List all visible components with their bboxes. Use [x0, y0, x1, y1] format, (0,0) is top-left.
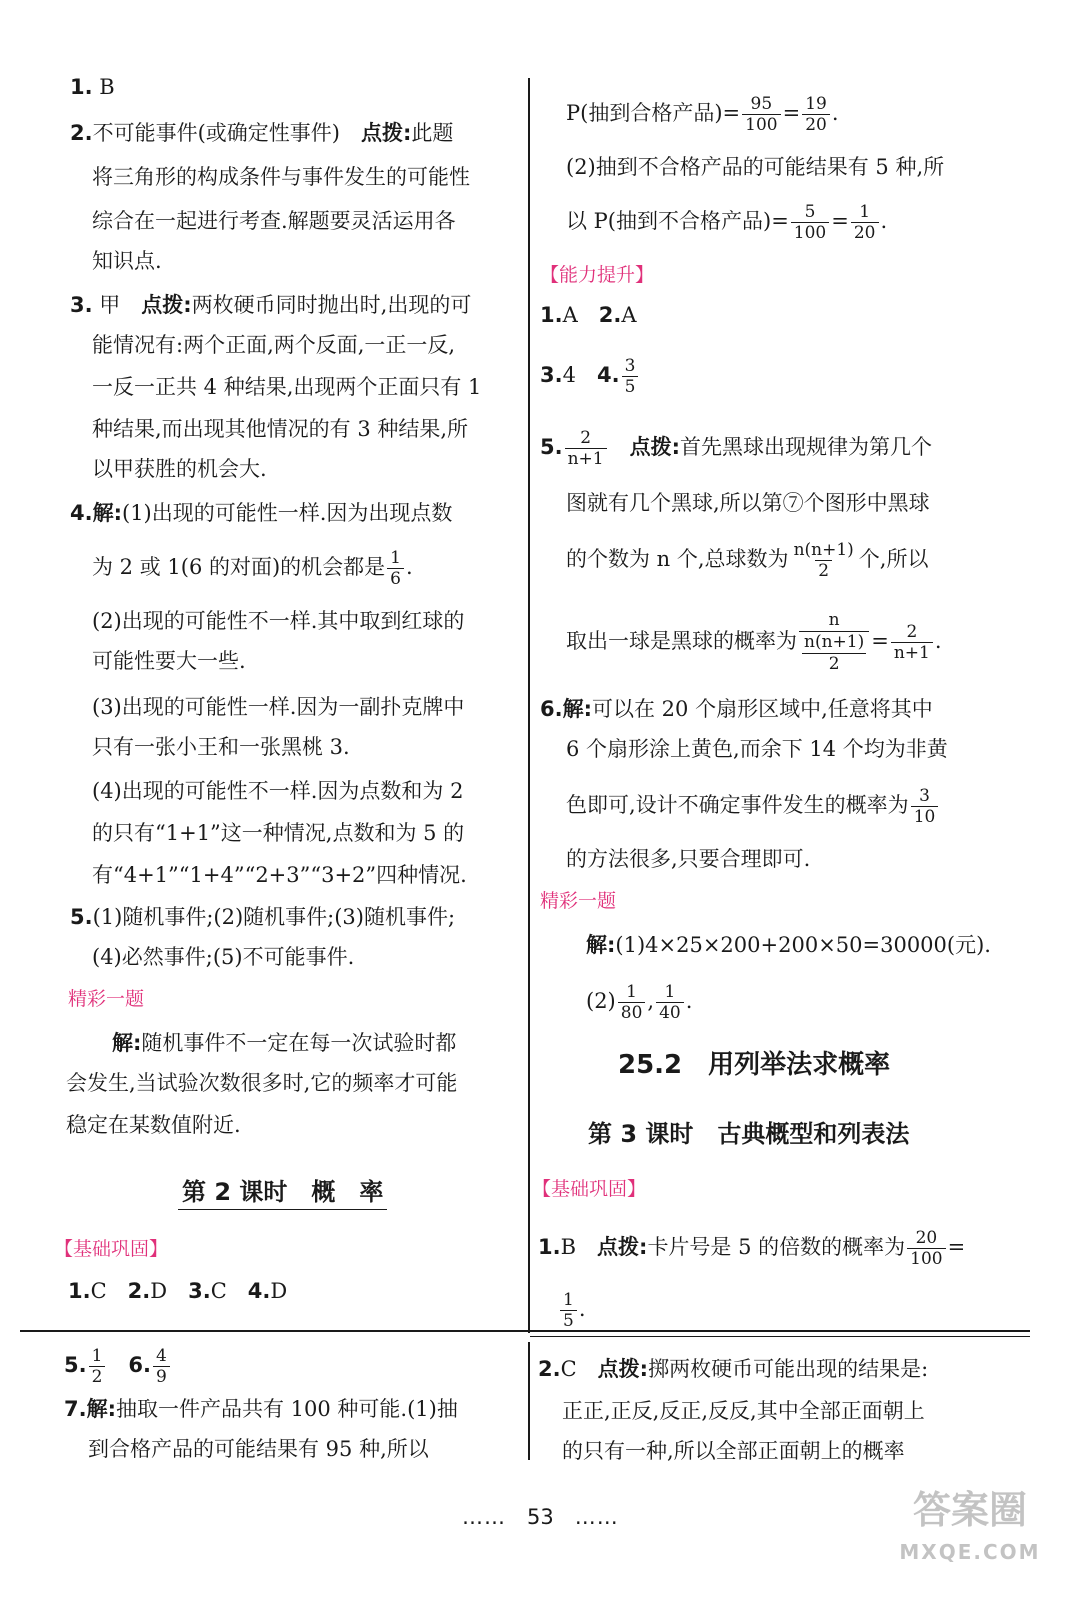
- nengli-5-line3: 的个数为 n 个,总球数为 $\frac{n(n+1)}{2}$ 个,所以: [566, 540, 929, 581]
- answer-2-line2: 将三角形的构成条件与事件发生的可能性: [92, 165, 470, 189]
- watermark-logo: 答案圈 MXQE.COM: [899, 1488, 1041, 1564]
- lesson3-answer-2-line3: 的只有一种,所以全部正面朝上的概率: [562, 1439, 905, 1463]
- jingcai-line2: 会发生,当试验次数很多时,它的频率才可能: [66, 1071, 458, 1095]
- column-divider-lower: [528, 1342, 530, 1460]
- bottom-rule: [20, 1330, 1030, 1332]
- answer-3-line1: 3. 甲 点拨:两枚硬币同时抛出时,出现的可: [70, 293, 472, 317]
- answer-2-line1: 2.不可能事件(或确定性事件) 点拨:此题: [70, 121, 454, 145]
- section-label-nengli: 【能力提升】: [540, 264, 655, 286]
- answer-2-line4: 知识点.: [92, 249, 162, 273]
- nengli-6-line1: 6.解:可以在 20 个扇形区域中,任意将其中: [540, 697, 933, 721]
- nengli-1-2: 1.A 2.A: [540, 303, 637, 327]
- lesson-3-title: 第 3 课时 古典概型和列表法: [588, 1120, 910, 1148]
- answer-4-line2: 为 2 或 1(6 的对面)的机会都是 $\frac{1}{6}$ .: [92, 548, 413, 589]
- jingcai-right-line1: 解:(1)4×25×200+200×50=30000(元).: [586, 933, 991, 957]
- compound-fraction: n n(n+1) 2: [799, 610, 869, 675]
- answer-4-line5: (3)出现的可能性一样.因为一副扑克牌中: [92, 695, 465, 719]
- nengli-5-line4: 取出一球是黑球的概率为 n n(n+1) 2 = $\frac{2}{n+1}$ .: [566, 610, 942, 674]
- bottom-rule-double: [530, 1336, 1030, 1337]
- answer-3-line3: 一反一正共 4 种结果,出现两个正面只有 1: [92, 375, 482, 399]
- fraction: $\frac{1}{2}$: [89, 1346, 106, 1387]
- lesson3-answer-1-cont: $\frac{1}{5}$ .: [558, 1290, 586, 1331]
- prob-line1: P(抽到合格产品)= $\frac{95}{100}$ = $\frac{19}{20}$ .: [566, 94, 839, 135]
- prob-line2: (2)抽到不合格产品的可能结果有 5 种,所: [566, 155, 945, 179]
- answer-4-line3: (2)出现的可能性不一样.其中取到红球的: [92, 609, 465, 633]
- nengli-5-line2: 图就有几个黑球,所以第⑦个图形中黑球: [566, 491, 930, 515]
- jingcai-line1: 解:随机事件不一定在每一次试验时都: [112, 1031, 457, 1055]
- answer-3-line2: 能情况有:两个正面,两个反面,一正一反,: [92, 333, 456, 357]
- answers-5-6: 5. $\frac{1}{2}$ 6. $\frac{4}{9}$: [64, 1346, 172, 1387]
- page-footer: …… 53 ……: [462, 1505, 619, 1529]
- answer-7-line2: 到合格产品的可能结果有 95 种,所以: [88, 1437, 429, 1461]
- answer-2-line3: 综合在一起进行考查.解题要灵活运用各: [92, 209, 456, 233]
- jingcai-right-line2: (2) $\frac{1}{80}$ , $\frac{1}{40}$ .: [586, 982, 693, 1023]
- answer-3-line5: 以甲获胜的机会大.: [92, 457, 267, 481]
- page-number: 53: [527, 1505, 554, 1529]
- answer-4-line4: 可能性要大一些.: [92, 649, 246, 673]
- answer-4-line1: 4.解:(1)出现的可能性一样.因为出现点数: [70, 501, 453, 525]
- fraction: $\frac{4}{9}$: [153, 1346, 170, 1387]
- answer-5-line2: (4)必然事件;(5)不可能事件.: [92, 945, 355, 969]
- nengli-6-line3: 色即可,设计不确定事件发生的概率为 $\frac{3}{10}$: [566, 786, 940, 827]
- jingcai-line3: 稳定在某数值附近.: [66, 1113, 241, 1137]
- fraction: $\frac{1}{6}$: [387, 548, 404, 589]
- section-title: 25.2 用列举法求概率: [618, 1050, 891, 1080]
- nengli-6-line2: 6 个扇形涂上黄色,而余下 14 个均为非黄: [566, 737, 948, 761]
- lesson3-answer-2-line2: 正正,正反,反正,反反,其中全部正面朝上: [562, 1399, 925, 1423]
- answer-7-line1: 7.解:抽取一件产品共有 100 种可能.(1)抽: [64, 1397, 458, 1421]
- answer-1: 1. B: [70, 75, 115, 99]
- nengli-3-4: 3.4 4. $\frac{3}{5}$: [540, 356, 640, 397]
- answers-1-4: 1.C 2.D 3.C 4.D: [68, 1279, 288, 1303]
- nengli-6-line4: 的方法很多,只要合理即可.: [566, 847, 811, 871]
- answer-4-line9: 有“4+1”“1+4”“2+3”“3+2”四种情况.: [92, 863, 467, 887]
- section-label-jichu-right: 【基础巩固】: [532, 1178, 647, 1200]
- answer-4-line7: (4)出现的可能性不一样.因为点数和为 2: [92, 779, 464, 803]
- section-label-jingcai: 精彩一题: [68, 988, 145, 1010]
- section-label-jingcai-right: 精彩一题: [540, 890, 617, 912]
- nengli-5-line1: 5. $\frac{2}{n+1}$ 点拨:首先黑球出现规律为第几个: [540, 428, 933, 469]
- lesson-2-title: 第 2 课时 概 率: [178, 1172, 387, 1210]
- answer-4-line8: 的只有“1+1”这一种情况,点数和为 5 的: [92, 821, 465, 845]
- answer-4-line6: 只有一张小王和一张黑桃 3.: [92, 735, 350, 759]
- answer-5-line1: 5.(1)随机事件;(2)随机事件;(3)随机事件;: [70, 905, 456, 929]
- lesson3-answer-2-line1: 2.C 点拨:掷两枚硬币可能出现的结果是:: [538, 1357, 929, 1381]
- column-divider: [528, 78, 530, 1333]
- lesson3-answer-1: 1.B 点拨:卡片号是 5 的倍数的概率为 $\frac{20}{100}$ =: [538, 1228, 966, 1269]
- prob-line3: 以 P(抽到不合格产品)= $\frac{5}{100}$ = $\frac{1}{20}$ .: [566, 202, 888, 243]
- section-label-jichu: 【基础巩固】: [54, 1238, 169, 1260]
- answer-3-line4: 种结果,而出现其他情况的有 3 种结果,所: [92, 417, 469, 441]
